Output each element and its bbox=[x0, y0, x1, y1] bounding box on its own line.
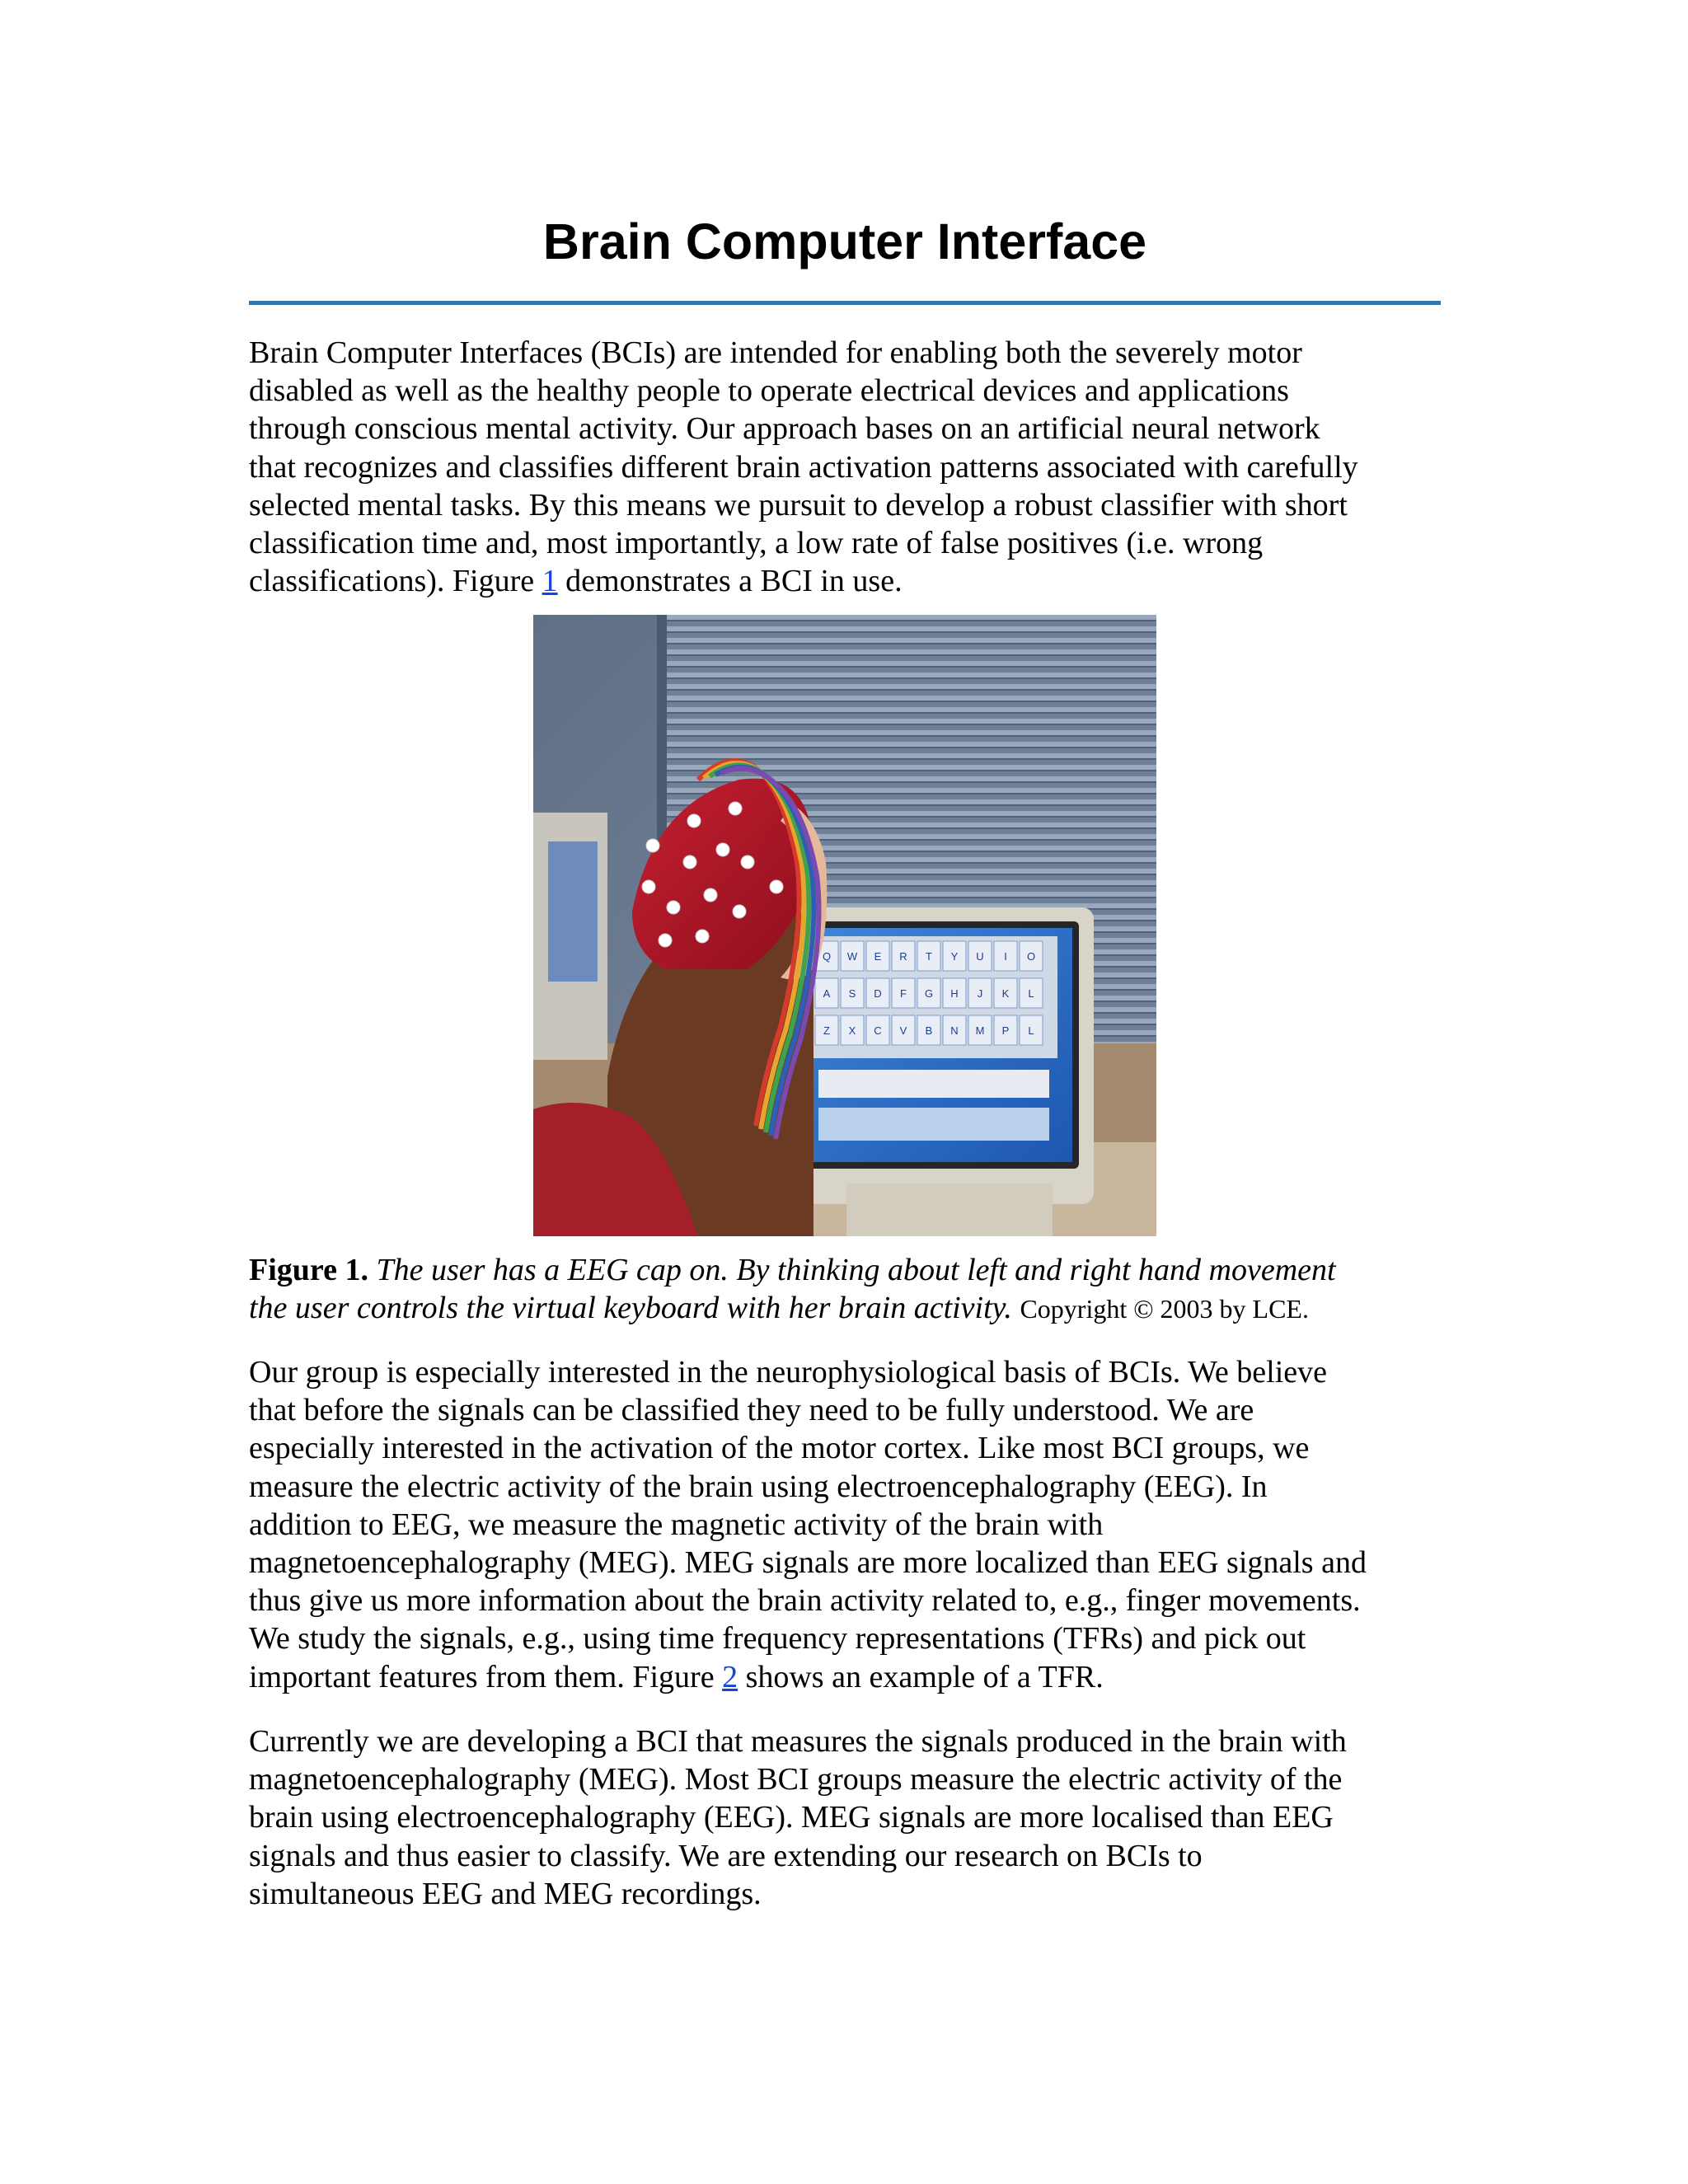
virtual-key-label: N bbox=[950, 1024, 959, 1037]
text-line: simultaneous EEG and MEG recordings. bbox=[249, 1876, 762, 1911]
virtual-key-label: O bbox=[1026, 950, 1036, 963]
virtual-key-label: D bbox=[874, 987, 882, 1000]
virtual-key-label: Q bbox=[822, 950, 832, 963]
virtual-key-label: G bbox=[924, 987, 934, 1000]
caption-copyright: Copyright © 2003 by LCE. bbox=[1020, 1294, 1309, 1324]
virtual-key-label: H bbox=[950, 987, 959, 1000]
text-line: through conscious mental activity. Our approach bases on an artificial neural network bbox=[249, 411, 1320, 447]
virtual-key-label: K bbox=[1001, 987, 1010, 1000]
caption-text: The user has a EEG cap on. By thinking about left and right hand movement bbox=[376, 1253, 1336, 1287]
virtual-key-label: C bbox=[874, 1024, 882, 1037]
text-line: that before the signals can be classified they need to be fully understood. We are bbox=[249, 1393, 1254, 1428]
virtual-key-label: F bbox=[900, 987, 907, 1000]
caption-text: the user controls the virtual keyboard with her brain activity. bbox=[249, 1291, 1012, 1326]
virtual-key-label: J bbox=[977, 987, 983, 1000]
virtual-key-label: Y bbox=[950, 950, 959, 963]
text-line: magnetoencephalography (MEG). Most BCI groups measure the electric activity of the bbox=[249, 1762, 1343, 1797]
virtual-key-label: X bbox=[848, 1024, 856, 1037]
current-work-paragraph bbox=[249, 1722, 1441, 1913]
text-line: magnetoencephalography (MEG). MEG signals are more localized than EEG signals and bbox=[249, 1545, 1367, 1581]
text-line: We study the signals, e.g., using time frequency representations (TFRs) and pick out bbox=[249, 1621, 1306, 1657]
virtual-key-label: W bbox=[846, 950, 858, 963]
virtual-key-label: R bbox=[899, 950, 907, 963]
virtual-key-label: L bbox=[1028, 987, 1034, 1000]
text-line: Currently we are developing a BCI that measures the signals produced in the brain with bbox=[249, 1724, 1347, 1759]
text-line: selected mental tasks. By this means we pursuit to develop a robust classifier with short bbox=[249, 487, 1348, 523]
virtual-key-label: S bbox=[848, 987, 856, 1000]
virtual-key-label: L bbox=[1028, 1024, 1034, 1037]
text-line: disabled as well as the healthy people to operate electrical devices and applications bbox=[249, 373, 1289, 409]
title-divider bbox=[249, 301, 1441, 305]
text-line: signals and thus easier to classify. We are extending our research on BCIs to bbox=[249, 1838, 1203, 1873]
text-line: addition to EEG, we measure the magnetic activity of the brain with bbox=[249, 1507, 1104, 1542]
text-line: that recognizes and classifies different brain activation patterns associated with carefully bbox=[249, 449, 1358, 485]
virtual-key-label: P bbox=[1001, 1024, 1010, 1037]
figure-2-link[interactable]: 2 bbox=[722, 1659, 738, 1694]
text-line: thus give us more information about the brain activity related to, e.g., finger movements. bbox=[249, 1583, 1361, 1619]
text-line: brain using electroencephalography (EEG). MEG signals are more localised than EEG bbox=[249, 1800, 1334, 1835]
text-line: demonstrates a BCI in use. bbox=[557, 564, 903, 599]
text-line: classification time and, most importantly, a low rate of false positives (i.e. wrong bbox=[249, 526, 1264, 561]
keyboard-grid bbox=[815, 941, 1043, 1045]
virtual-key-label: Z bbox=[823, 1024, 830, 1037]
text-line: classifications). Figure bbox=[249, 564, 542, 599]
text-line: shows an example of a TFR. bbox=[738, 1659, 1104, 1694]
intro-paragraph bbox=[249, 334, 1441, 600]
virtual-key-label: B bbox=[925, 1024, 933, 1037]
virtual-key-label: T bbox=[926, 950, 932, 963]
figure-1-link[interactable]: 1 bbox=[542, 564, 558, 599]
text-line: especially interested in the activation of the motor cortex. Like most BCI groups, we bbox=[249, 1431, 1310, 1466]
text-line: Our group is especially interested in the neurophysiological basis of BCIs. We believe bbox=[249, 1355, 1327, 1390]
virtual-key-label: E bbox=[874, 950, 882, 963]
caption-label: Figure 1. bbox=[249, 1253, 368, 1287]
research-paragraph bbox=[249, 1353, 1441, 1696]
text-line: measure the electric activity of the brain using electroencephalography (EEG). In bbox=[249, 1469, 1268, 1504]
virtual-key-label: U bbox=[976, 950, 984, 963]
text-line: important features from them. Figure bbox=[249, 1659, 723, 1694]
virtual-key-label: A bbox=[823, 987, 831, 1000]
text-line: Brain Computer Interfaces (BCIs) are intended for enabling both the severely motor bbox=[249, 335, 1302, 370]
virtual-key-label: V bbox=[899, 1024, 907, 1037]
virtual-key-label: I bbox=[1004, 950, 1007, 963]
figure-1-caption bbox=[249, 1251, 1441, 1328]
page-title: Brain Computer Interface bbox=[542, 213, 1147, 269]
virtual-key-label: M bbox=[975, 1024, 985, 1037]
figure-1-photo bbox=[533, 615, 1156, 1236]
